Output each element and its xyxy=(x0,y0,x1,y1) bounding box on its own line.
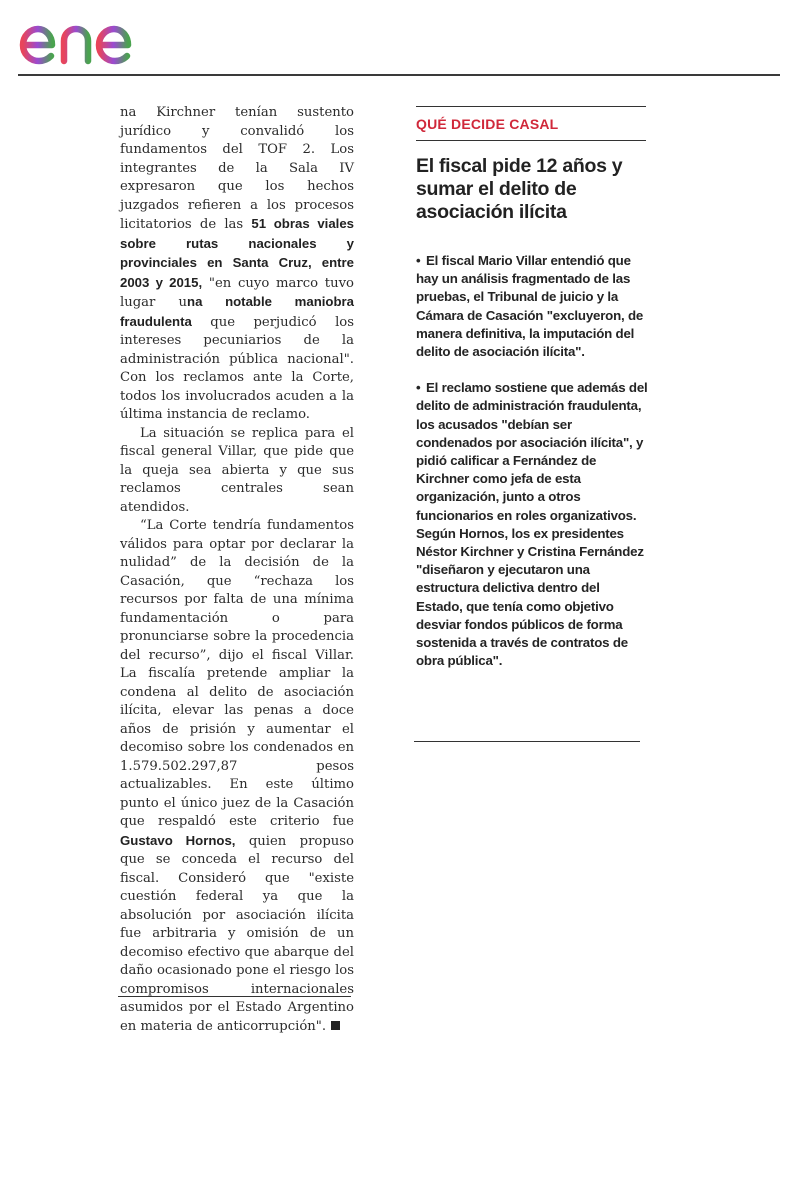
article-paragraph xyxy=(120,517,354,1036)
bullet-icon: • xyxy=(416,380,421,396)
highlighted-text: 51 obras viales sobre rutas nacionales y provinciales en Santa Cruz, entre 2003 y 2015, xyxy=(120,216,354,290)
bullet-icon: • xyxy=(416,253,421,268)
paragraph-text: La situación se replica para el fiscal general Villar, que pide que la queja sea abierta y que sus reclamos centrales sean atendidos. xyxy=(120,425,354,515)
sidebar-top-rule xyxy=(416,106,646,107)
enel-logo xyxy=(18,8,170,68)
paragraph-text: “La Corte tendría fundamentos válidos para optar por declarar la nulidad” de la decisión de la Casación, que “rechaza los recursos por falta de una mínima fundamentación o para pronunciarse sobre la procedencia del recurso”, dijo el fiscal Villar. La fiscalía pretende ampliar la condena al delito de asociación ilícita, elevar las penas a doce años de prisión y aumentar el decomiso sobre los condenados en 1.579.502.297,87 pesos actualizables. En este último punto el único juez de la Casación que respaldó este criterio fue xyxy=(120,518,354,829)
enel-logo-mark xyxy=(18,8,170,68)
header-divider xyxy=(18,74,780,76)
paragraph-text: que perjudicó los intereses pecuniarios de la administración pública nacional". Con los reclamos ante la Corte, todos los involucrados acuden a la última instancia de reclamo. xyxy=(120,314,354,422)
sidebar-box xyxy=(416,106,648,670)
article-end-rule xyxy=(118,996,351,997)
sidebar-bullet xyxy=(416,379,648,670)
bullet-text: El fiscal Mario Villar entendió que hay un análisis fragmentado de las pruebas, el Tribunal de juicio y la Cámara de Casación "excluyeron, de manera definitiva, la imputación del delito de asociación ilícita". xyxy=(416,253,644,360)
article-paragraph xyxy=(120,425,354,518)
article-body xyxy=(120,104,354,1036)
section-label-rule xyxy=(416,140,646,141)
paragraph-text: "en cuyo marco tuvo lugar u xyxy=(120,275,354,310)
paragraph-text: quien propuso que se conceda el recurso del fiscal. Consideró que "existe cuestión federal ya que la absolución por asociación ilícita fue arbitraria y omisión de un decomiso efectivo que abarque del daño ocasionado pone el riesgo los compromisos internacionales asumidos por el Estado Argentino en materia de anticorrupción". xyxy=(120,833,355,1034)
article-paragraph xyxy=(120,104,354,425)
sidebar-headline: El fiscal pide 12 años y sumar el delito de asociación ilícita xyxy=(416,155,623,223)
highlighted-text: Gustavo Hornos, xyxy=(120,832,236,848)
end-of-article-icon xyxy=(331,1021,340,1030)
highlighted-text: na notable maniobra fraudulenta xyxy=(120,294,354,329)
paragraph-text: na Kirchner tenían sustento jurídico y convalidó los fundamentos del TOF 2. Los integrantes de la Sala IV expresaron que los hechos juzgados refieren a los procesos licitatorios de las xyxy=(120,105,354,232)
section-label: QUÉ DECIDE CASAL xyxy=(416,116,559,132)
sidebar-bullet xyxy=(416,252,648,361)
page-header xyxy=(0,0,800,76)
bullet-text: El reclamo sostiene que además del delito de administración fraudulenta, los acusados "debían ser condenados por asociación ilícita", y pidió calificar a Fernández de Kirchner como jefa de esta organización, junto a otros funcionarios en roles organizativos. Según Hornos, los ex presidentes Néstor Kirchner y Cristina Fernández "diseñaron y ejecutaron una estructura delictiva dentro del Estado, que tenía como objetivo desviar fondos públicos de forma sostenida a través de contratos de obra pública". xyxy=(416,380,648,669)
sidebar-end-rule xyxy=(414,741,640,742)
